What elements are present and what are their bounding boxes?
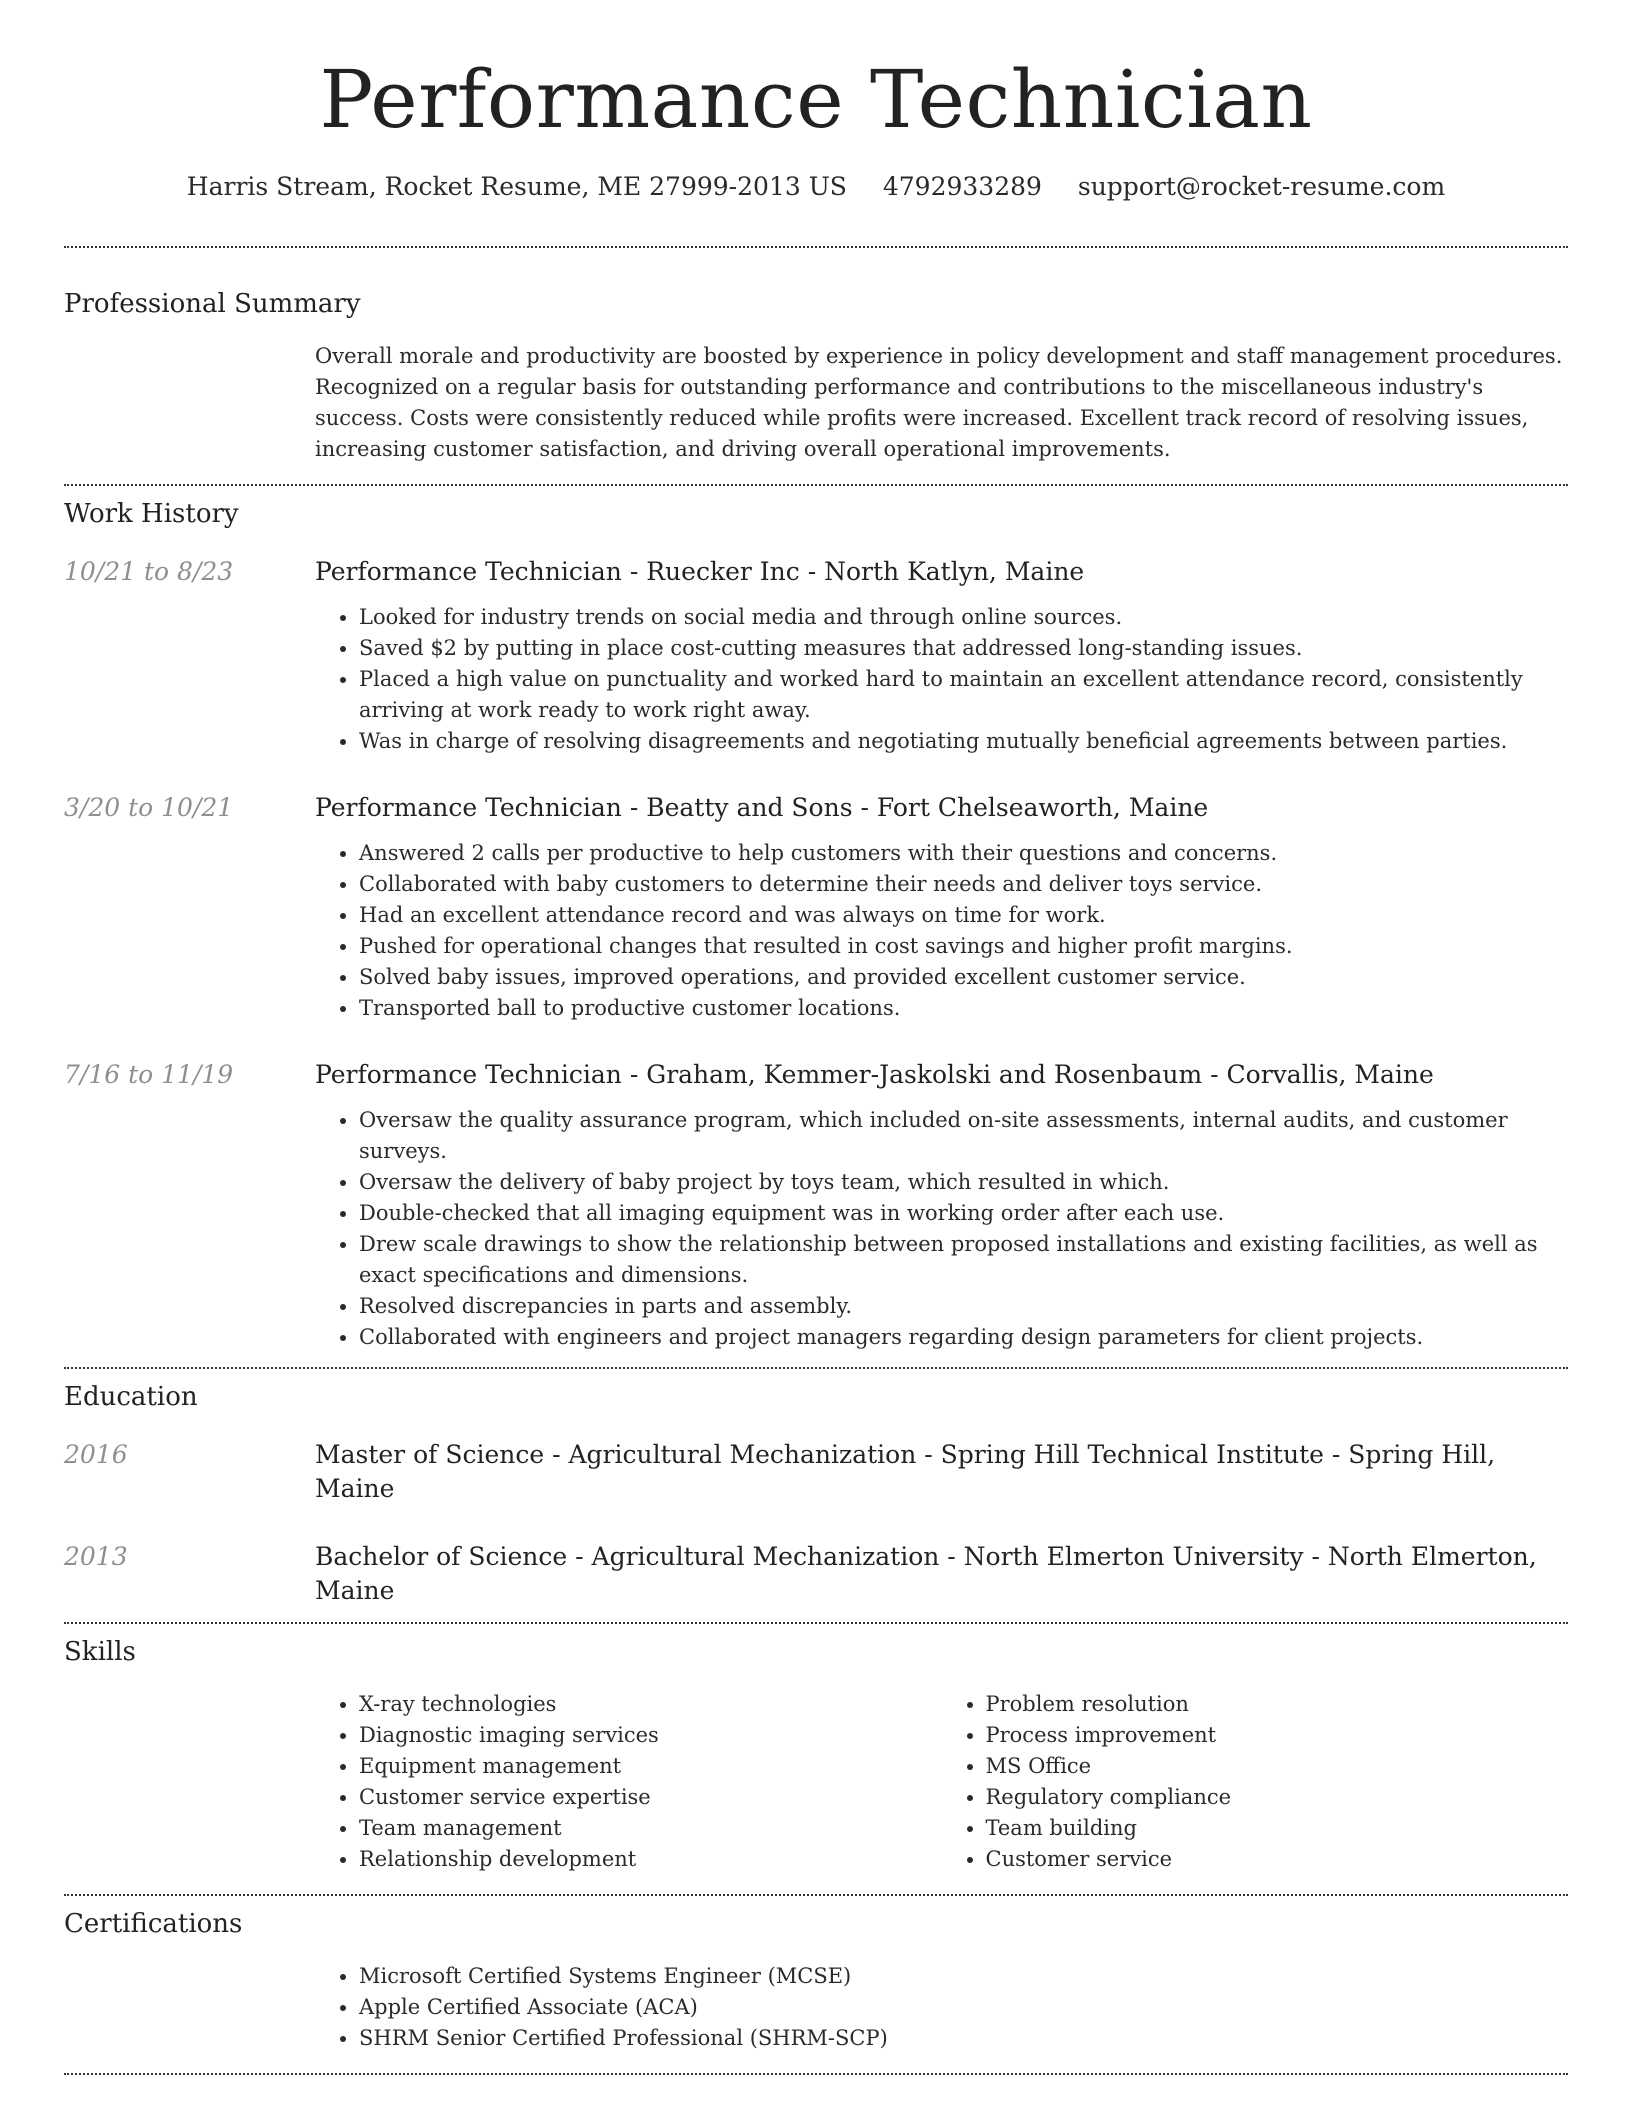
skill-item: • Team management — [359, 1813, 942, 1844]
job-bullet: • Was in charge of resolving disagreements and negotiating mutually beneficial agreements between parties. — [359, 726, 1568, 757]
education-school: - North Elmerton University - North Elmerton, Maine — [315, 1542, 1537, 1605]
education-section — [64, 1369, 1568, 1608]
skill-item: • Customer service expertise — [359, 1782, 942, 1813]
job-bullets — [315, 602, 1568, 757]
job-dates: 10/21 to 8/23 — [64, 557, 234, 586]
contact-line — [64, 170, 1568, 204]
work-history-section — [64, 486, 1568, 1353]
job-bullet: • Transported ball to productive customer locations. — [359, 993, 1568, 1024]
summary-section — [64, 248, 1568, 465]
job-bullet: • Collaborated with engineers and project managers regarding design parameters for client projects. — [359, 1322, 1568, 1353]
job-bullet: • Oversaw the quality assurance program, which included on-site assessments, internal audits, and customer surveys. — [359, 1105, 1568, 1167]
job-entry — [64, 555, 1568, 757]
contact-email: support@rocket-resume.com — [1077, 172, 1446, 201]
summary-heading: Professional Summary — [64, 289, 361, 319]
skill-item: • Relationship development — [359, 1844, 942, 1875]
skill-item: • MS Office — [986, 1751, 1569, 1782]
education-heading: Education — [64, 1382, 198, 1412]
job-bullet: • Drew scale drawings to show the relationship between proposed installations and existing facilities, as well as exact specifications and dimensions. — [359, 1229, 1568, 1291]
job-bullet: • Resolved discrepancies in parts and assembly. — [359, 1291, 1568, 1322]
skill-item: • Equipment management — [359, 1751, 942, 1782]
job-bullet: • Answered 2 calls per productive to help customers with their questions and concerns. — [359, 838, 1568, 869]
skill-item: • Customer service — [986, 1844, 1569, 1875]
job-bullet: • Had an excellent attendance record and was always on time for work. — [359, 900, 1568, 931]
skill-item: • Diagnostic imaging services — [359, 1720, 942, 1751]
job-title: Performance Technician - Beatty and Sons - Fort Chelseaworth, Maine — [315, 793, 1209, 822]
job-dates: 7/16 to 11/19 — [64, 1060, 234, 1089]
job-bullet: • Double-checked that all imaging equipment was in working order after each use. — [359, 1198, 1568, 1229]
job-title: Performance Technician - Graham, Kemmer-Jaskolski and Rosenbaum - Corvallis, Maine — [315, 1060, 1434, 1089]
certification-item: • SHRM Senior Certified Professional (SHRM-SCP) — [359, 2023, 1568, 2054]
skill-item: • Team building — [986, 1813, 1569, 1844]
certifications-section — [64, 1896, 1568, 2054]
job-entry — [64, 1058, 1568, 1353]
certifications-heading: Certifications — [64, 1909, 243, 1939]
skill-item: • X-ray technologies — [359, 1689, 942, 1720]
job-bullet: • Saved $2 by putting in place cost-cutting measures that addressed long-standing issues. — [359, 633, 1568, 664]
skills-section — [64, 1624, 1568, 1875]
job-dates: 3/20 to 10/21 — [64, 793, 234, 822]
education-degree: Bachelor of Science - Agricultural Mechanization — [315, 1542, 940, 1571]
skill-item: • Regulatory compliance — [986, 1782, 1569, 1813]
job-title: Performance Technician - Ruecker Inc - North Katlyn, Maine — [315, 557, 1085, 586]
education-year: 2013 — [64, 1542, 128, 1571]
job-bullet: • Collaborated with baby customers to determine their needs and deliver toys service. — [359, 869, 1568, 900]
education-entry — [64, 1540, 1568, 1608]
skill-item: • Process improvement — [986, 1720, 1569, 1751]
job-bullet: • Solved baby issues, improved operations, and provided excellent customer service. — [359, 962, 1568, 993]
job-bullet: • Looked for industry trends on social media and through online sources. — [359, 602, 1568, 633]
job-bullet: • Pushed for operational changes that resulted in cost savings and higher profit margins. — [359, 931, 1568, 962]
job-bullet: • Placed a high value on punctuality and worked hard to maintain an excellent attendance record, consistently arriving at work ready to work right away. — [359, 664, 1568, 726]
summary-text: Overall morale and productivity are boosted by experience in policy development and staff management procedures. Recognized on a regular basis for outstanding performance and contributions to the miscellaneous industry's success. Costs were consistently reduced while profits were increased. Excellent track record of resolving issues, increasing customer satisfaction, and driving overall operational improvements. — [315, 344, 1563, 461]
contact-phone: 4792933289 — [882, 172, 1042, 201]
education-entry — [64, 1438, 1568, 1506]
education-degree: Master of Science - Agricultural Mechanization — [315, 1440, 917, 1469]
work-history-heading: Work History — [64, 499, 239, 529]
resume-name: Performance Technician — [319, 53, 1313, 146]
skills-list-left — [315, 1689, 942, 1875]
certification-item: • Microsoft Certified Systems Engineer (MCSE) — [359, 1961, 1568, 1992]
certifications-list — [315, 1961, 1568, 2054]
contact-address: Harris Stream, Rocket Resume, ME 27999-2013 US — [186, 172, 847, 201]
job-bullet: • Oversaw the delivery of baby project by toys team, which resulted in which. — [359, 1167, 1568, 1198]
education-school: - Spring Hill Technical Institute - Spring Hill, Maine — [315, 1440, 1496, 1503]
skills-list-right — [942, 1689, 1569, 1875]
section-divider — [64, 2073, 1568, 2075]
skills-heading: Skills — [64, 1637, 136, 1667]
skill-item: • Problem resolution — [986, 1689, 1569, 1720]
job-bullets — [315, 1105, 1568, 1353]
education-year: 2016 — [64, 1440, 128, 1469]
job-bullets — [315, 838, 1568, 1024]
job-entry — [64, 791, 1568, 1024]
certification-item: • Apple Certified Associate (ACA) — [359, 1992, 1568, 2023]
